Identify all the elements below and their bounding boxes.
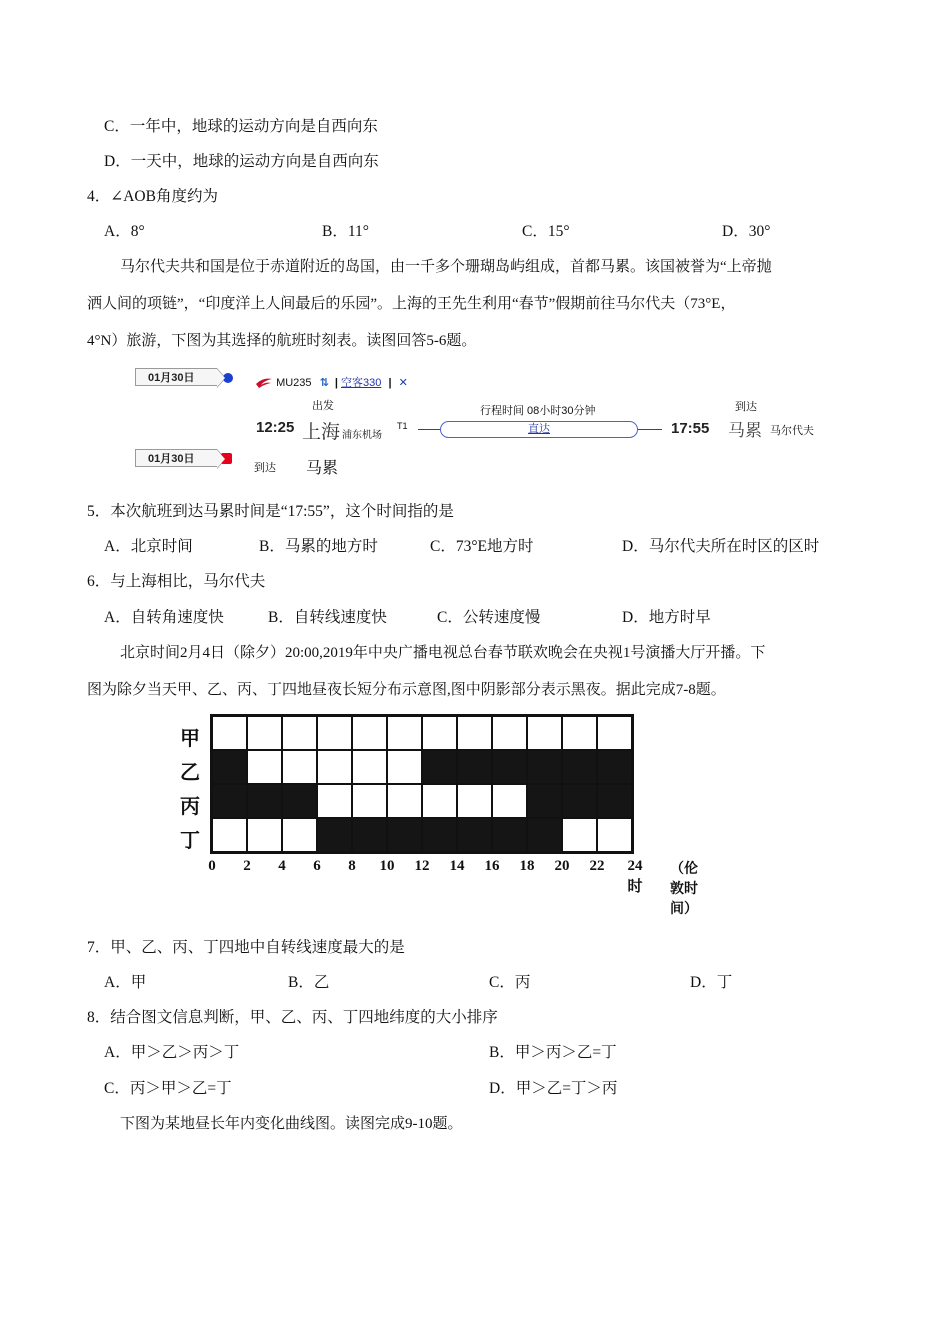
q8-option-b: B．甲＞丙＞乙=丁 <box>489 1044 617 1061</box>
day-cell <box>457 784 492 818</box>
night-cell <box>212 784 247 818</box>
day-cell <box>562 818 597 852</box>
day-cell <box>422 716 457 750</box>
day-cell <box>247 716 282 750</box>
q4-option-d: D．30° <box>722 223 771 240</box>
flight-duration: 行程时间 08小时30分钟 <box>480 405 596 417</box>
arrive-label-bottom: 到达 <box>254 462 276 474</box>
day-cell <box>282 716 317 750</box>
x-axis-suffix: （伦敦时间） <box>670 861 698 917</box>
day-cell <box>212 818 247 852</box>
depart-date-tag: 01月30日 <box>135 368 217 386</box>
q4-option-a: A．8° <box>104 223 145 240</box>
arrive-city: 马累 <box>728 421 762 440</box>
day-cell <box>352 716 387 750</box>
x-tick-label: 10 <box>379 858 395 874</box>
night-cell <box>212 750 247 784</box>
arrive-city-bottom: 马累 <box>306 460 339 477</box>
depart-airport: 浦东机场 <box>342 430 382 441</box>
q4-option-b: B．11° <box>322 223 369 240</box>
q5-option-c: C．73°E地方时 <box>430 538 534 555</box>
passage2-line-1: 北京时间2月4日（除夕）20:00,2019年中央广播电视总台春节联欢晚会在央视1号演播大厅开播。下 <box>120 645 766 661</box>
x-tick-label: 8 <box>348 858 356 874</box>
day-cell <box>562 716 597 750</box>
night-cell <box>562 750 597 784</box>
x-tick-label: 0 <box>208 858 216 874</box>
night-cell <box>352 818 387 852</box>
day-cell <box>527 716 562 750</box>
row-label-bing: 丙 <box>180 794 200 818</box>
arrive-country: 马尔代夫 <box>770 425 814 437</box>
q7-option-a: A．甲 <box>104 974 147 991</box>
night-cell <box>492 818 527 852</box>
route-line-left <box>418 429 440 430</box>
row-label-ding: 丁 <box>180 828 200 852</box>
x-tick-label: 14 <box>449 858 465 874</box>
passage1-line-2: 洒人间的项链”，“印度洋上人间最后的乐园”。上海的王先生利用“春节”假期前往马尔代夫（73°E， <box>87 296 736 312</box>
x-tick-label: 6 <box>313 858 321 874</box>
day-cell <box>317 750 352 784</box>
flight-number: MU235 <box>276 377 312 389</box>
q5-option-a: A．北京时间 <box>104 538 193 555</box>
q5-option-b: B．马累的地方时 <box>259 538 378 555</box>
q8-option-a: A．甲＞乙＞丙＞丁 <box>104 1044 240 1061</box>
x-tick-label: 12 <box>414 858 430 874</box>
arrive-time: 17:55 <box>671 420 710 437</box>
day-cell <box>352 750 387 784</box>
route-line-right <box>638 429 662 430</box>
airline-logo-icon <box>255 377 273 389</box>
terminal: T1 <box>397 421 408 431</box>
day-cell <box>282 818 317 852</box>
q7-stem: 7．甲、乙、丙、丁四地中自转线速度最大的是 <box>87 939 405 956</box>
day-cell <box>247 750 282 784</box>
depart-city: 上海 <box>302 422 341 443</box>
day-cell <box>387 716 422 750</box>
q3-option-c: C．一年中，地球的运动方向是自西向东 <box>104 118 378 135</box>
night-cell <box>527 818 562 852</box>
day-cell <box>597 818 632 852</box>
x-tick-label: 16 <box>484 858 500 874</box>
day-cell <box>247 818 282 852</box>
day-cell <box>317 784 352 818</box>
x-tick-label: 4 <box>278 858 286 874</box>
day-cell <box>457 716 492 750</box>
q8-stem: 8．结合图文信息判断，甲、乙、丙、丁四地纬度的大小排序 <box>87 1009 498 1026</box>
day-cell <box>282 750 317 784</box>
day-cell <box>597 716 632 750</box>
night-cell <box>597 750 632 784</box>
day-cell <box>387 784 422 818</box>
night-cell <box>422 818 457 852</box>
flight-info: MU235 ⇅ | 空客330 | ✕ <box>255 374 408 390</box>
day-cell <box>492 784 527 818</box>
passage2-line-2: 图为除夕当天甲、乙、丙、丁四地昼夜长短分布示意图,图中阴影部分表示黑夜。据此完成7-8题。 <box>87 682 726 698</box>
x-tick-label: 20 <box>554 858 570 874</box>
night-cell <box>422 750 457 784</box>
x-tick-label: 2 <box>243 858 251 874</box>
depart-label: 出发 <box>312 400 334 412</box>
q6-option-b: B．自转线速度快 <box>268 609 387 626</box>
direct-flight-link[interactable]: 直达 <box>440 421 638 438</box>
q6-option-c: C．公转速度慢 <box>437 609 541 626</box>
night-cell <box>282 784 317 818</box>
arrive-date-tag: 01月30日 <box>135 449 217 467</box>
passage1-line-1: 马尔代夫共和国是位于赤道附近的岛国，由一千多个珊瑚岛屿组成，首都马累。该国被誉为“上帝抛 <box>120 259 772 275</box>
q8-option-c: C．丙＞甲＞乙=丁 <box>104 1080 232 1097</box>
day-cell <box>422 784 457 818</box>
day-cell <box>212 716 247 750</box>
q6-option-d: D．地方时早 <box>622 609 711 626</box>
q6-stem: 6．与上海相比，马尔代夫 <box>87 573 266 590</box>
utensils-icon: ✕ <box>398 377 408 389</box>
q3-option-d: D．一天中，地球的运动方向是自西向东 <box>104 153 379 170</box>
q4-stem: 4．∠AOB角度约为 <box>87 188 218 205</box>
q5-stem: 5．本次航班到达马累时间是“17:55”，这个时间指的是 <box>87 503 454 520</box>
passage3-line: 下图为某地昼长年内变化曲线图。读图完成9-10题。 <box>120 1116 463 1132</box>
x-tick-label: 22 <box>589 858 605 874</box>
q7-option-b: B．乙 <box>288 974 330 991</box>
night-cell <box>597 784 632 818</box>
night-cell <box>387 818 422 852</box>
row-label-jia: 甲 <box>180 726 200 750</box>
codeshare-icon: ⇅ <box>319 377 329 389</box>
x-tick-label: 24时 <box>627 858 643 895</box>
day-cell <box>352 784 387 818</box>
row-label-yi: 乙 <box>180 760 200 784</box>
flight-schedule-figure <box>130 362 850 482</box>
day-cell <box>387 750 422 784</box>
night-cell <box>527 750 562 784</box>
x-tick-label: 18 <box>519 858 535 874</box>
night-cell <box>562 784 597 818</box>
q4-option-c: C．15° <box>522 223 570 240</box>
day-cell <box>317 716 352 750</box>
q8-option-d: D．甲＞乙=丁＞丙 <box>489 1080 618 1097</box>
aircraft-type-link[interactable]: 空客330 <box>341 377 382 389</box>
passage1-line-3: 4°N）旅游，下图为其选择的航班时刻表。读图回答5-6题。 <box>87 333 477 349</box>
arrive-label: 到达 <box>735 401 757 413</box>
night-cell <box>457 818 492 852</box>
night-cell <box>527 784 562 818</box>
night-cell <box>317 818 352 852</box>
q7-option-d: D．丁 <box>690 974 733 991</box>
q6-option-a: A．自转角速度快 <box>104 609 224 626</box>
q7-option-c: C．丙 <box>489 974 531 991</box>
day-night-grid <box>210 714 634 854</box>
q5-option-d: D．马尔代夫所在时区的区时 <box>622 538 820 555</box>
night-cell <box>247 784 282 818</box>
night-cell <box>492 750 527 784</box>
day-cell <box>492 716 527 750</box>
depart-time: 12:25 <box>256 419 295 436</box>
night-cell <box>457 750 492 784</box>
